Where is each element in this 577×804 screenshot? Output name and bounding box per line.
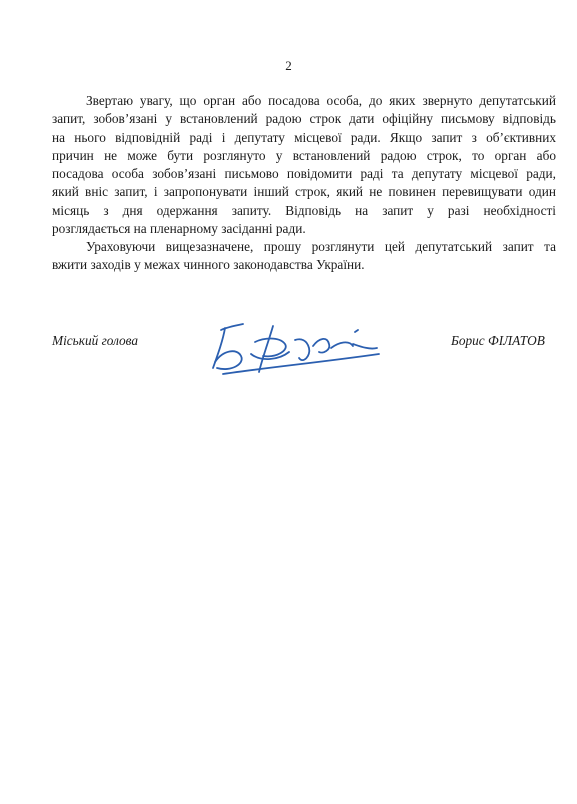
text-line: на нього відповідній раді і депутату місцевої ради. Якщо запит з об’єктивних [52,129,556,145]
text-line: Звертаю увагу, що орган або посадова особа, до яких звернуто депутатський [86,93,556,108]
text-line: посадова особа зобов’язані письмово повідомити раді та депутату місцевої ради, [52,166,556,182]
paragraph-deputy-request-notice [52,92,556,238]
signatory-name: Борис ФІЛАТОВ [451,333,545,348]
paragraph-request-closing [52,238,556,275]
text-line: який вніс запит, і запропонувати інший строк, який не повинен перевищувати один [52,184,556,200]
text-line: місяць з дня одержання запиту. Відповідь на запит у разі необхідності [52,202,556,218]
page-number: 2 [285,58,292,73]
text-line: вжити заходів у межах чинного законодавства України. [52,257,365,273]
text-line: розглядається на пленарному засіданні ради. [52,221,306,237]
handwritten-signature [203,318,403,382]
text-line: Ураховуючи вищезазначене, прошу розглянути цей депутатський запит та [86,239,556,254]
text-line: запит, зобов’язані у встановлений радою строк дати офіційну письмову відповідь [52,111,556,127]
text-line: причин не може бути розглянуто у встановлений радою строк, то орган або [52,147,556,163]
signatory-position: Міський голова [52,333,139,348]
signature-block [0,318,577,398]
